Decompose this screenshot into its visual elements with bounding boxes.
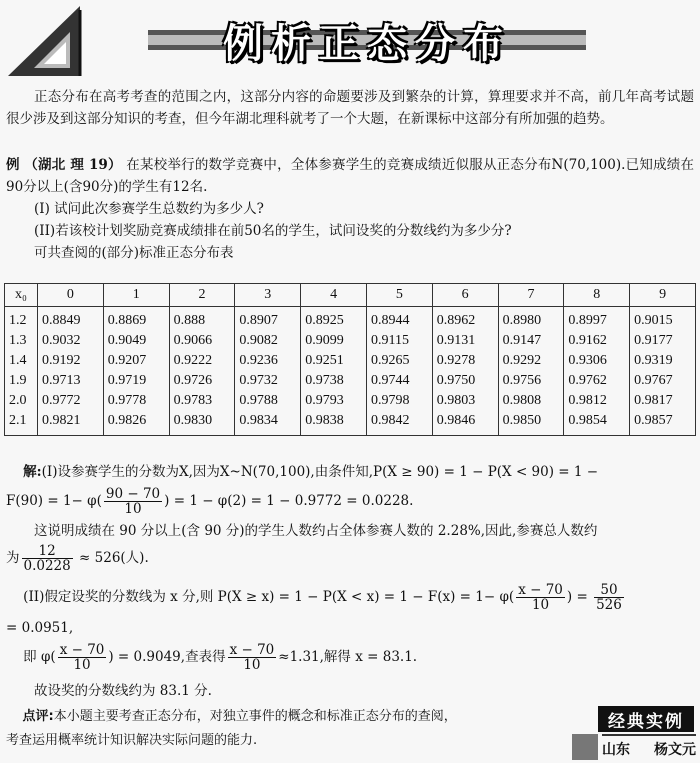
table-cell: 0.9803: [432, 391, 498, 411]
question-2: (II)若该校计划奖励竞赛成绩排在前50名的学生，试问设奖的分数线约为多少分?: [34, 223, 512, 239]
table-cell: 0.9756: [498, 371, 564, 391]
table-cell: 0.9147: [498, 331, 564, 351]
table-cell: 0.9015: [630, 307, 696, 332]
comment-line-1: [6, 706, 586, 728]
table-row: [5, 307, 696, 332]
solution-line-5: [6, 581, 694, 613]
intro-paragraph: 正态分布在高考考查的范围之内，这部分内容的命题要涉及到繁杂的计算，算理要求并不高，前几年高考试题很少涉及到这部分知识的考查，但今年湖北理科就考了一个大题，在新课标中这部分有所加强的趋势。: [6, 89, 694, 127]
table-header-cell: 4: [301, 284, 367, 307]
fraction-numerator: x − 70: [229, 642, 275, 658]
table-row: [5, 371, 696, 391]
solution-line-8: 故设奖的分数线约为 83.1 分.: [34, 683, 212, 699]
classic-example-badge: 经典实例: [598, 706, 694, 732]
table-cell: 0.9306: [564, 351, 630, 371]
fraction-denominator: 10: [73, 657, 91, 673]
table-cell: 0.9854: [564, 411, 630, 436]
solution-text-7c: ≈1.31,解得 x = 83.1.: [278, 649, 418, 665]
table-cell: 0.9278: [432, 351, 498, 371]
author-province: 山东: [602, 742, 630, 758]
example-label: 例: [6, 157, 20, 173]
fraction: [516, 583, 565, 612]
author-name: 杨文元: [654, 742, 696, 758]
table-cell: 0.9719: [103, 371, 169, 391]
table-cell: 0.9744: [366, 371, 432, 391]
table-header-cell: 9: [630, 284, 696, 307]
table-cell: 0.9082: [235, 331, 301, 351]
table-body: [5, 307, 696, 436]
solution-line-7: [6, 641, 694, 673]
fraction-numerator: x − 70: [518, 582, 563, 598]
solution-line-4: [6, 542, 694, 574]
table-cell: 0.9821: [38, 411, 104, 436]
table-cell: 0.8997: [564, 307, 630, 332]
fraction-numerator: 50: [594, 583, 624, 598]
solution-text-5a: (II)假定设奖的分数线为 x 分,则 P(X ≥ x) = 1 − P(X < x) = 1 − F(x) = 1− φ(: [23, 589, 515, 605]
fraction: [228, 643, 277, 672]
fraction: [58, 643, 107, 672]
decorative-stripe: [572, 734, 598, 760]
table-caption: 可共查阅的(部分)标准正态分布表: [34, 245, 234, 261]
table-row: [5, 331, 696, 351]
table-cell: 0.9738: [301, 371, 367, 391]
table-cell: 0.9830: [169, 411, 235, 436]
table-cell: 0.9767: [630, 371, 696, 391]
table-cell: 0.9850: [498, 411, 564, 436]
table-cell: 0.9793: [301, 391, 367, 411]
solution-line-1: [6, 461, 694, 483]
table-row-header: 2.1: [5, 411, 38, 436]
table-cell: 0.9732: [235, 371, 301, 391]
fraction-numerator: 90 − 70: [105, 486, 161, 502]
table-cell: 0.9762: [564, 371, 630, 391]
solution-text-5b: ) =: [566, 589, 588, 605]
table-cell: 0.8980: [498, 307, 564, 332]
example-text: 在某校举行的数学竞赛中，全体参赛学生的竞赛成绩近似服从正态分布N(70,100).已知成绩在90分以上(含90分)的学生有12名.: [6, 157, 695, 195]
table-row-header: 1.2: [5, 307, 38, 332]
table-cell: 0.9115: [366, 331, 432, 351]
fraction-denominator: 526: [596, 597, 622, 613]
fraction-denominator: 0.0228: [23, 558, 71, 574]
fraction-numerator: x − 70: [59, 642, 105, 658]
table-cell: 0.9783: [169, 391, 235, 411]
fraction-denominator: 10: [531, 597, 550, 613]
table-cell: 0.9842: [366, 411, 432, 436]
table-cell: 0.9826: [103, 411, 169, 436]
table-cell: 0.9778: [103, 391, 169, 411]
table-cell: 0.9207: [103, 351, 169, 371]
table-header-cell: 0: [38, 284, 104, 307]
set-square-icon: [4, 2, 84, 80]
title-banner: [148, 8, 586, 72]
table-row-header: 1.9: [5, 371, 38, 391]
table-row-header: 2.0: [5, 391, 38, 411]
table-cell: 0.8907: [235, 307, 301, 332]
table-cell: 0.9812: [564, 391, 630, 411]
table-cell: 0.9236: [235, 351, 301, 371]
solution-line-6: = 0.0951,: [6, 620, 74, 636]
table-cell: 0.8925: [301, 307, 367, 332]
table-cell: 0.9192: [38, 351, 104, 371]
table-header-cell: 5: [366, 284, 432, 307]
table-cell: 0.9713: [38, 371, 104, 391]
table-cell: 0.9292: [498, 351, 564, 371]
table-cell: 0.9099: [301, 331, 367, 351]
table-cell: 0.888: [169, 307, 235, 332]
fraction-denominator: 10: [124, 501, 142, 517]
table-cell: 0.8944: [366, 307, 432, 332]
table-header-cell: x₀: [5, 284, 38, 307]
fraction-denominator: 10: [243, 657, 261, 673]
table-header-cell: 3: [235, 284, 301, 307]
comment-line-2: 考查运用概率统计知识解决实际问题的能力.: [6, 733, 258, 748]
table-cell: 0.9177: [630, 331, 696, 351]
author-info: [602, 734, 696, 762]
solution-text-2a: F(90) = 1− φ(: [6, 493, 102, 509]
table-header-cell: 2: [169, 284, 235, 307]
table-cell: 0.9162: [564, 331, 630, 351]
table-header-cell: 8: [564, 284, 630, 307]
table-cell: 0.9049: [103, 331, 169, 351]
solution-text-7a: 即 φ(: [23, 649, 56, 665]
solution-text-1: (I)设参赛学生的分数为X,因为X~N(70,100),由条件知,P(X ≥ 90) = 1 − P(X < 90) = 1 −: [41, 464, 599, 480]
table-cell: 0.9251: [301, 351, 367, 371]
header: [0, 0, 700, 80]
normal-distribution-table: [4, 283, 696, 436]
table-cell: 0.8869: [103, 307, 169, 332]
table-cell: 0.9032: [38, 331, 104, 351]
table-row: [5, 411, 696, 436]
table-header-row: [5, 284, 696, 307]
table-row-header: 1.4: [5, 351, 38, 371]
comment-text: 本小题主要考查正态分布，对独立事件的概念和标准正态分布的查阅，: [53, 709, 457, 724]
table-cell: 0.9319: [630, 351, 696, 371]
fraction-numerator: 12: [22, 544, 73, 559]
table-cell: 0.9265: [366, 351, 432, 371]
comment-label: 点评:: [22, 709, 54, 724]
table-row-header: 1.3: [5, 331, 38, 351]
table-cell: 0.8849: [38, 307, 104, 332]
solution-label: 解:: [23, 464, 42, 480]
solution-line-2: [6, 485, 694, 517]
table-cell: 0.9798: [366, 391, 432, 411]
table-row: [5, 391, 696, 411]
table-cell: 0.9857: [630, 411, 696, 436]
page-title: 例析正态分布: [223, 20, 511, 67]
table-cell: 0.9066: [169, 331, 235, 351]
table-cell: 0.9726: [169, 371, 235, 391]
table-cell: 0.9834: [235, 411, 301, 436]
table-cell: 0.9788: [235, 391, 301, 411]
example-source: （湖北 理 19）: [24, 157, 122, 173]
solution-line-3: 这说明成绩在 90 分以上(含 90 分)的学生人数约占全体参赛人数的 2.28%,因此,参赛总人数约: [34, 523, 598, 539]
example-statement: [6, 154, 694, 198]
table-row: [5, 351, 696, 371]
table-cell: 0.9772: [38, 391, 104, 411]
solution-text-2b: ) = 1 − φ(2) = 1 − 0.9772 = 0.0228.: [164, 493, 414, 509]
solution-text-7b: ) = 0.9049,查表得: [108, 649, 226, 665]
solution-text-4b: ≈ 526(人).: [79, 550, 149, 566]
solution-text-4a: 为: [6, 550, 20, 566]
table-cell: 0.8962: [432, 307, 498, 332]
question-1: (I) 试问此次参赛学生总数约为多少人?: [34, 201, 264, 217]
table-cell: 0.9131: [432, 331, 498, 351]
table-cell: 0.9838: [301, 411, 367, 436]
table-cell: 0.9808: [498, 391, 564, 411]
table-cell: 0.9222: [169, 351, 235, 371]
fraction: [22, 544, 73, 573]
fraction: [104, 487, 162, 516]
table-cell: 0.9817: [630, 391, 696, 411]
author-bar: [572, 734, 696, 760]
table-header-cell: 6: [432, 284, 498, 307]
table-cell: 0.9846: [432, 411, 498, 436]
table-header-cell: 7: [498, 284, 564, 307]
fraction: [594, 583, 624, 612]
table-cell: 0.9750: [432, 371, 498, 391]
table-header-cell: 1: [103, 284, 169, 307]
